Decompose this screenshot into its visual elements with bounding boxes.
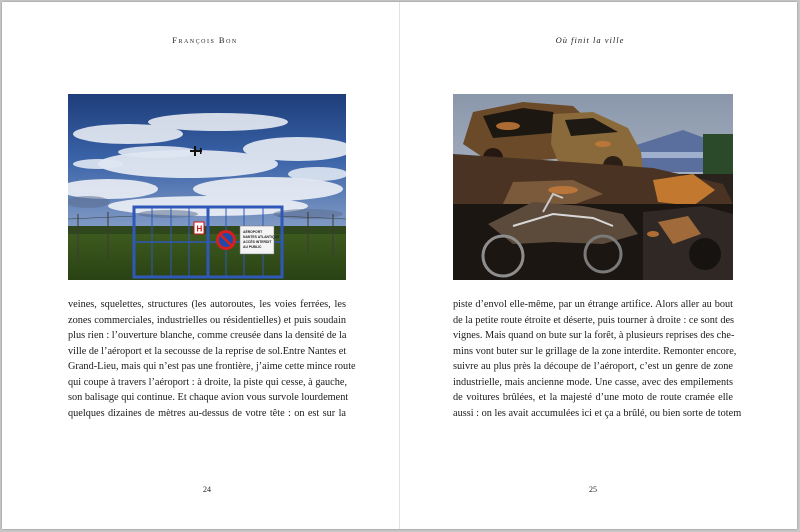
text-line: vignes. Mais quand on bute sur la forêt, à plusieurs reprises des che-	[453, 330, 735, 342]
text-line: veines, squelettes, structures (les autoroutes, les voies ferrées, les	[68, 299, 346, 310]
text-line: piste d’envol elle-même, par un étrange artifice. Alors aller au bout	[453, 299, 733, 310]
svg-text:ACCÈS INTERDIT: ACCÈS INTERDIT	[243, 240, 272, 244]
text-line: industrielle, mais ancienne mode. Une casse, avec des empilements	[453, 376, 733, 388]
text-line: mins vont buter sur le grillage de la zone interdite. Remonter encore,	[453, 345, 737, 357]
airport-fence-photo	[68, 94, 346, 280]
text-line: aussi : on les avait accumulées ici et ça a brûlé, ou bien sorte de totem	[453, 407, 742, 419]
svg-text:AU PUBLIC: AU PUBLIC	[243, 245, 262, 249]
left-page-header: François Bon	[172, 35, 238, 45]
left-page-body	[68, 297, 356, 421]
burned-cars-photo	[453, 94, 733, 280]
left-page-number: 24	[203, 485, 211, 494]
right-page-header: Où finit la ville	[555, 35, 625, 45]
text-line: suivre au plus près la découpe de l’aéroport, c’est un genre de zone	[453, 361, 733, 373]
svg-text:AÉROPORT: AÉROPORT	[243, 230, 263, 234]
text-line: de voitures brûlées, et la majesté d’une moto de route cramée elle	[453, 392, 733, 404]
text-line: de la petite route étroite et déserte, puis tourner à droite : ce sont des	[453, 314, 735, 326]
svg-text:H: H	[196, 224, 203, 234]
svg-text:NANTES ATLANTIQUE: NANTES ATLANTIQUE	[243, 235, 280, 239]
text-line: ville de l’aéroport et la secousse de la reprise de sol.Entre Nantes et	[68, 345, 347, 357]
right-page-number: 25	[589, 485, 597, 494]
text-line: son balisage qui continue. Et chaque avion vous survole lourdement	[68, 392, 349, 404]
text-line: qui coupe à travers l’aéroport : à droite, la piste qui cesse, à gauche,	[68, 376, 348, 388]
text-line: plus rien : l’ouverture blanche, comme creusée dans la densité de la	[68, 330, 347, 342]
text-line: zones commerciales, industrielles ou résidentielles) et puis soudain	[68, 314, 346, 326]
text-line: quelques dizaines de mètres au-dessus de votre tête : on est sur la	[68, 407, 346, 419]
right-page-body	[453, 297, 742, 421]
text-line: Grand-Lieu, mais qui n’est pas une frontière, j’aime cette mince route	[68, 361, 356, 373]
book-gutter	[399, 2, 400, 529]
